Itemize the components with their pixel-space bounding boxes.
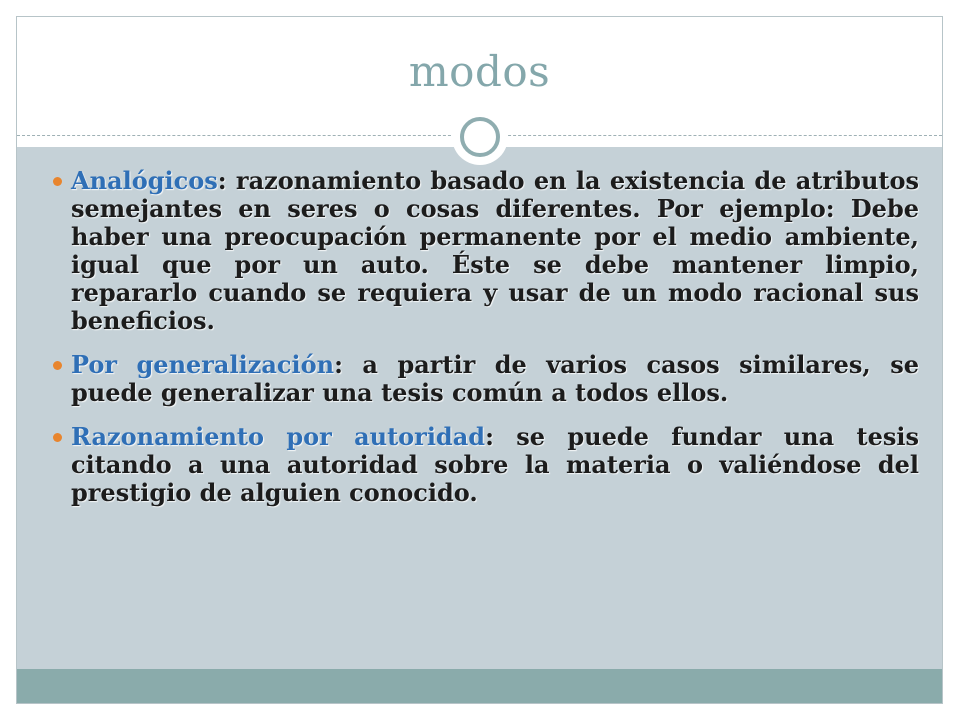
bullet-item-generalizacion: [55, 351, 919, 407]
bullet-term: Razonamiento por autoridad: [71, 422, 486, 451]
slide-frame: [16, 16, 943, 704]
bullet-list: [55, 167, 919, 523]
slide-title: modos: [408, 47, 551, 96]
ring-ornament-icon: [452, 109, 508, 165]
bullet-dot-icon: [53, 177, 62, 186]
bullet-text: : se puede fundar una tesis citando a una autoridad sobre la materia o valiéndose del prestigio de alguien conocido.: [71, 422, 919, 507]
bullet-term: Por generalización: [71, 350, 335, 379]
bullet-text: : a partir de varios casos similares, se puede generalizar una tesis común a todos ellos.: [71, 350, 919, 407]
bullet-term: Analógicos: [71, 166, 218, 195]
footer-bar: [17, 669, 942, 703]
bullet-dot-icon: [53, 361, 62, 370]
bullet-text: : razonamiento basado en la existencia de atributos semejantes en seres o cosas diferentes. Por ejemplo: Debe haber una preocupación permanente por el medio ambiente, igual que por un auto. Éste se debe mantener limpio, repararlo cuando se requiera y usar de un modo racional sus beneficios.: [71, 166, 919, 335]
ring-inner-circle: [460, 117, 500, 157]
bullet-item-analogicos: [55, 167, 919, 335]
bullet-item-autoridad: [55, 423, 919, 507]
bullet-dot-icon: [53, 433, 62, 442]
